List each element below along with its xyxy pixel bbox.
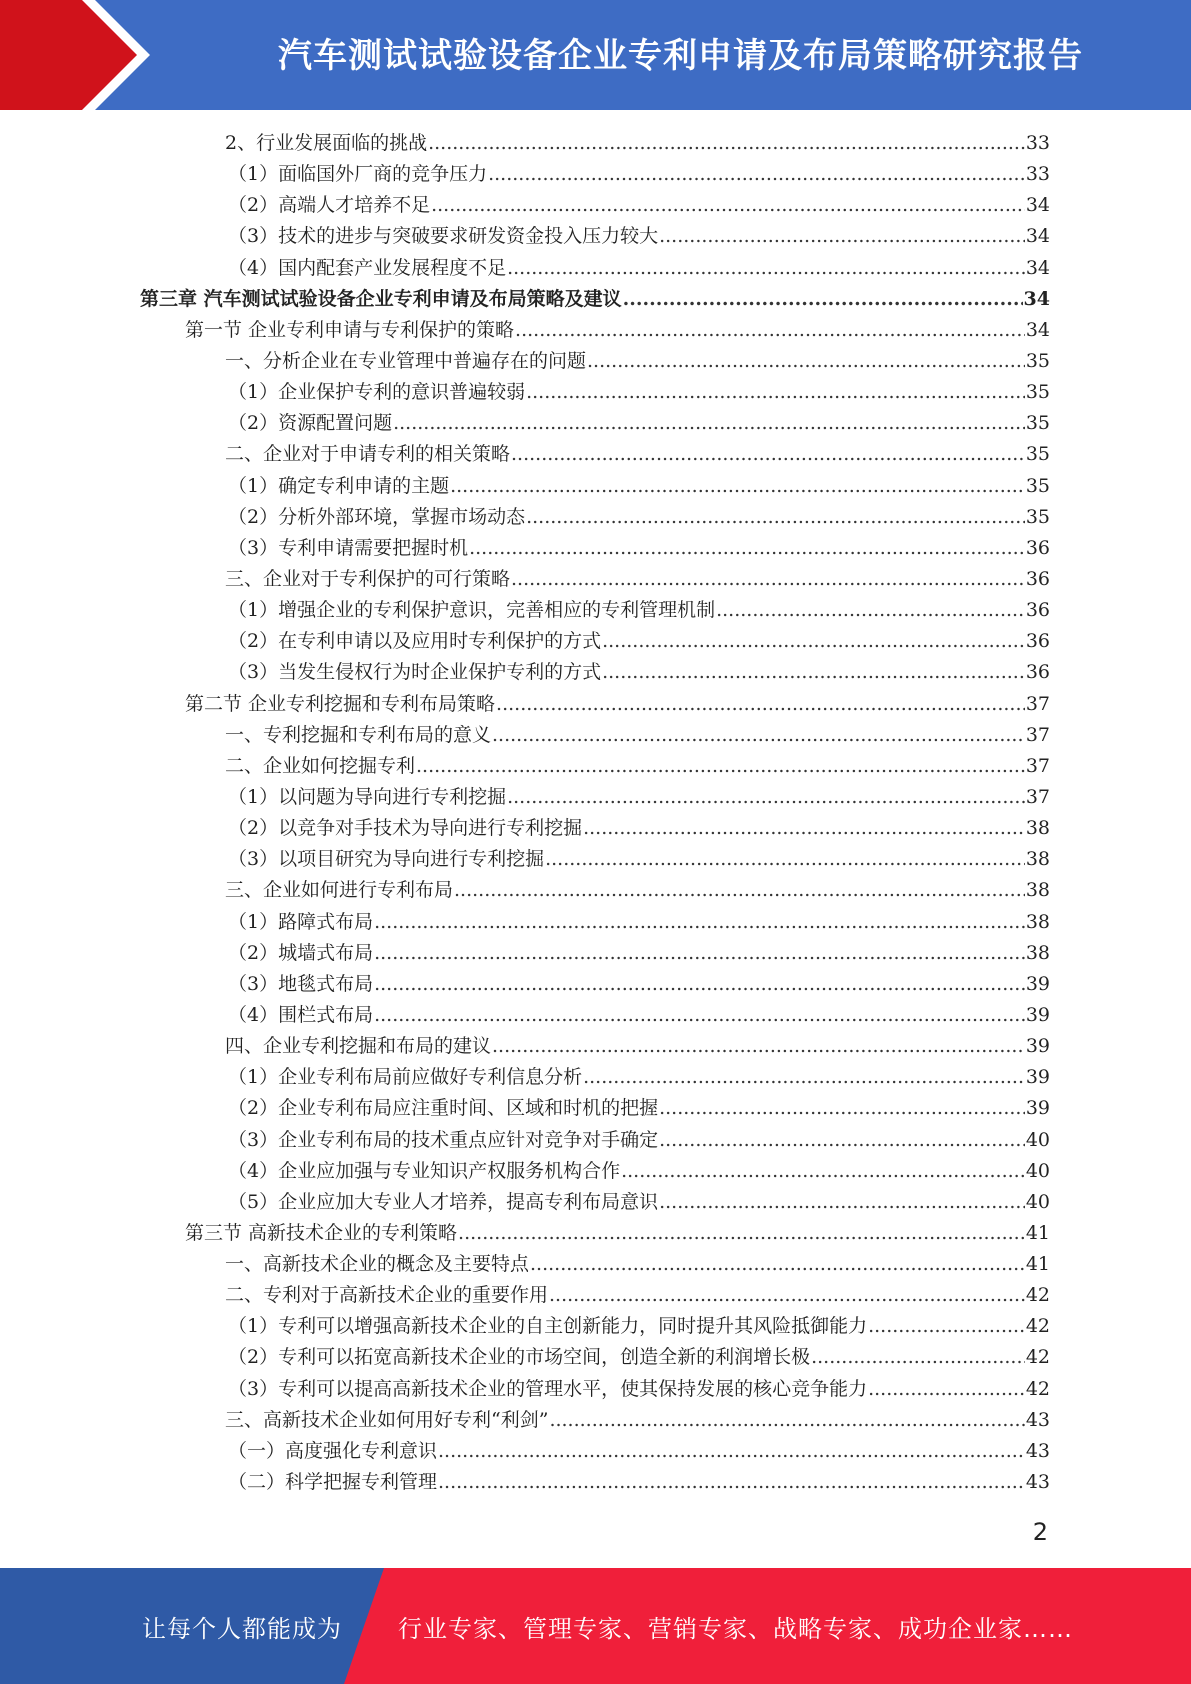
toc-dot-leader <box>374 907 1025 938</box>
toc-entry-title: （2）分析外部环境，掌握市场动态 <box>228 505 526 528</box>
toc-dot-leader <box>659 1187 1025 1218</box>
toc-dot-leader <box>374 969 1025 1000</box>
toc-entry-title: 二、专利对于高新技术企业的重要作用 <box>225 1284 549 1307</box>
toc-entry-page: 35 <box>1025 443 1050 466</box>
toc-entry[interactable] <box>140 533 1050 564</box>
toc-dot-leader <box>374 938 1025 969</box>
toc-entry-title: （3）地毯式布局 <box>228 972 374 995</box>
toc-dot-leader <box>526 502 1025 533</box>
toc-entry-title: 四、企业专利挖掘和布局的建议 <box>225 1035 492 1058</box>
toc-entry-page: 36 <box>1025 599 1050 622</box>
toc-entry-title: （2）资源配置问题 <box>228 412 393 435</box>
toc-entry-title: 三、企业对于专利保护的可行策略 <box>225 567 511 590</box>
toc-entry[interactable] <box>140 1467 1050 1498</box>
toc-entry-page: 42 <box>1025 1346 1050 1369</box>
toc-dot-leader <box>507 253 1025 284</box>
toc-dot-leader <box>659 1125 1025 1156</box>
toc-entry[interactable] <box>140 657 1050 688</box>
toc-entry-page: 38 <box>1025 848 1050 871</box>
toc-entry[interactable] <box>140 1062 1050 1093</box>
toc-entry-page: 42 <box>1025 1284 1050 1307</box>
toc-entry-page: 41 <box>1025 1221 1050 1244</box>
toc-dot-leader <box>526 377 1025 408</box>
toc-dot-leader <box>469 533 1025 564</box>
toc-entry[interactable] <box>140 844 1050 875</box>
toc-entry-page: 40 <box>1025 1190 1050 1213</box>
toc-entry-title: （2）高端人才培养不足 <box>228 194 431 217</box>
toc-entry[interactable] <box>140 689 1050 720</box>
toc-entry[interactable] <box>140 315 1050 346</box>
toc-entry-title: （1）企业专利布局前应做好专利信息分析 <box>228 1066 583 1089</box>
toc-entry-page: 43 <box>1025 1471 1050 1494</box>
toc-entry-title: （3）专利可以提高高新技术企业的管理水平，使其保持发展的核心竞争能力 <box>228 1377 868 1400</box>
toc-entry-title: 一、专利挖掘和专利布局的意义 <box>225 723 492 746</box>
toc-entry-page: 40 <box>1025 1159 1050 1182</box>
toc-dot-leader <box>659 1093 1025 1124</box>
toc-entry-page: 37 <box>1025 723 1050 746</box>
toc-entry-page: 34 <box>1025 318 1050 341</box>
toc-dot-leader <box>496 689 1025 720</box>
toc-entry-page: 39 <box>1025 1003 1050 1026</box>
toc-entry[interactable] <box>140 1031 1050 1062</box>
toc-entry-title: 一、分析企业在专业管理中普遍存在的问题 <box>225 349 587 372</box>
toc-entry[interactable] <box>140 1436 1050 1467</box>
toc-entry-page: 39 <box>1025 1035 1050 1058</box>
footer-slogan-left: 让每个人都能成为 <box>142 1614 342 1643</box>
toc-entry-page: 34 <box>1023 287 1050 310</box>
toc-entry[interactable] <box>140 907 1050 938</box>
toc-entry[interactable] <box>140 782 1050 813</box>
toc-dot-leader <box>868 1374 1025 1405</box>
toc-entry-page: 36 <box>1025 661 1050 684</box>
toc-entry-title: 三、高新技术企业如何用好专利“利剑” <box>225 1408 549 1431</box>
toc-dot-leader <box>438 1436 1025 1467</box>
toc-dot-leader <box>583 813 1025 844</box>
toc-entry-title: （2）企业专利布局应注重时间、区域和时机的把握 <box>228 1097 659 1120</box>
toc-entry[interactable] <box>140 1187 1050 1218</box>
toc-entry[interactable] <box>140 1218 1050 1249</box>
toc-entry-title: （3）专利申请需要把握时机 <box>228 536 469 559</box>
toc-entry-title: （1）面临国外厂商的竞争压力 <box>228 163 488 186</box>
toc-dot-leader <box>454 875 1025 906</box>
toc-entry-title: （4）企业应加强与专业知识产权服务机构合作 <box>228 1159 621 1182</box>
toc-dot-leader <box>621 1156 1025 1187</box>
toc-entry-page: 35 <box>1025 412 1050 435</box>
toc-entry[interactable] <box>140 564 1050 595</box>
toc-dot-leader <box>549 1280 1025 1311</box>
toc-entry[interactable] <box>140 969 1050 1000</box>
toc-entry[interactable] <box>140 938 1050 969</box>
toc-entry[interactable] <box>140 813 1050 844</box>
toc-entry-title: （1）以问题为导向进行专利挖掘 <box>228 785 507 808</box>
toc-entry-title: （2）在专利申请以及应用时专利保护的方式 <box>228 630 602 653</box>
page-footer <box>0 1568 1191 1684</box>
toc-entry-title: 二、企业对于申请专利的相关策略 <box>225 443 511 466</box>
toc-entry[interactable] <box>140 1280 1050 1311</box>
toc-dot-leader <box>602 657 1025 688</box>
toc-entry-page: 37 <box>1025 754 1050 777</box>
toc-dot-leader <box>868 1311 1025 1342</box>
toc-dot-leader <box>659 221 1025 252</box>
toc-entry[interactable] <box>140 875 1050 906</box>
toc-entry-title: 一、高新技术企业的概念及主要特点 <box>225 1253 530 1276</box>
toc-entry[interactable] <box>140 377 1050 408</box>
toc-entry-page: 37 <box>1025 692 1050 715</box>
toc-entry-page: 38 <box>1025 941 1050 964</box>
toc-entry-page: 39 <box>1025 1066 1050 1089</box>
toc-entry-title: （3）以项目研究为导向进行专利挖掘 <box>228 848 545 871</box>
toc-entry-title: （5）企业应加大专业人才培养，提高专利布局意识 <box>228 1190 659 1213</box>
toc-dot-leader <box>530 1249 1025 1280</box>
toc-dot-leader <box>492 720 1025 751</box>
toc-entry-page: 34 <box>1025 194 1050 217</box>
toc-entry-title: （1）增强企业的专利保护意识，完善相应的专利管理机制 <box>228 599 716 622</box>
toc-entry-page: 34 <box>1025 256 1050 279</box>
toc-entry-title: （1）路障式布局 <box>228 910 374 933</box>
toc-entry-page: 36 <box>1025 567 1050 590</box>
toc-entry[interactable] <box>140 253 1050 284</box>
toc-entry[interactable] <box>140 1000 1050 1031</box>
toc-entry[interactable] <box>140 720 1050 751</box>
toc-entry[interactable] <box>140 439 1050 470</box>
toc-dot-leader <box>438 1467 1025 1498</box>
toc-entry-page: 36 <box>1025 630 1050 653</box>
toc-entry-page: 41 <box>1025 1253 1050 1276</box>
toc-entry-page: 37 <box>1025 785 1050 808</box>
toc-entry-page: 35 <box>1025 349 1050 372</box>
toc-entry-title: （3）技术的进步与突破要求研发资金投入压力较大 <box>228 225 659 248</box>
toc-dot-leader <box>549 1405 1024 1436</box>
toc-entry-title: 三、企业如何进行专利布局 <box>225 879 454 902</box>
toc-dot-leader <box>623 284 1023 315</box>
toc-entry-page: 35 <box>1025 505 1050 528</box>
toc-entry-page: 38 <box>1025 879 1050 902</box>
toc-dot-leader <box>716 595 1025 626</box>
toc-entry[interactable] <box>140 346 1050 377</box>
table-of-contents <box>140 128 1050 1498</box>
toc-dot-leader <box>416 751 1025 782</box>
toc-entry-page: 34 <box>1025 225 1050 248</box>
toc-entry-page: 39 <box>1025 1097 1050 1120</box>
toc-entry[interactable] <box>140 284 1050 315</box>
toc-entry-title: （4）国内配套产业发展程度不足 <box>228 256 507 279</box>
toc-entry[interactable] <box>140 1342 1050 1373</box>
toc-entry-title: （2）以竞争对手技术为导向进行专利挖掘 <box>228 817 583 840</box>
toc-entry-title: 第二节 企业专利挖掘和专利布局策略 <box>185 692 496 715</box>
toc-entry-title: （1）确定专利申请的主题 <box>228 474 450 497</box>
toc-entry-page: 39 <box>1025 972 1050 995</box>
toc-entry-page: 36 <box>1025 536 1050 559</box>
toc-entry-title: 第一节 企业专利申请与专利保护的策略 <box>185 318 515 341</box>
toc-entry-title: 2、行业发展面临的挑战 <box>225 132 428 154</box>
toc-entry-page: 42 <box>1025 1315 1050 1338</box>
toc-entry-page: 35 <box>1025 474 1050 497</box>
toc-entry-title: （2）专利可以拓宽高新技术企业的市场空间，创造全新的利润增长极 <box>228 1346 811 1369</box>
toc-entry-title: （4）围栏式布局 <box>228 1003 374 1026</box>
toc-entry-page: 40 <box>1025 1128 1050 1151</box>
toc-dot-leader <box>511 439 1025 470</box>
toc-dot-leader <box>515 315 1025 346</box>
toc-entry-title: 二、企业如何挖掘专利 <box>225 754 416 777</box>
toc-entry-page: 38 <box>1025 817 1050 840</box>
toc-dot-leader <box>545 844 1025 875</box>
toc-entry-title: （1）专利可以增强高新技术企业的自主创新能力，同时提升其风险抵御能力 <box>228 1315 868 1338</box>
toc-dot-leader <box>811 1342 1025 1373</box>
toc-entry-page: 35 <box>1025 381 1050 404</box>
toc-entry-title: （一）高度强化专利意识 <box>228 1439 438 1462</box>
toc-dot-leader <box>587 346 1025 377</box>
toc-entry-title: （3）企业专利布局的技术重点应针对竞争对手确定 <box>228 1128 659 1151</box>
toc-dot-leader <box>583 1062 1025 1093</box>
toc-dot-leader <box>488 159 1025 190</box>
toc-entry[interactable] <box>140 1156 1050 1187</box>
toc-dot-leader <box>393 408 1025 439</box>
toc-entry-page: 33 <box>1025 163 1050 186</box>
footer-slogan-right: 行业专家、管理专家、营销专家、战略专家、成功企业家…… <box>398 1614 1073 1643</box>
toc-entry-title: （3）当发生侵权行为时企业保护专利的方式 <box>228 661 602 684</box>
toc-entry[interactable] <box>140 1249 1050 1280</box>
toc-entry-title: （二）科学把握专利管理 <box>228 1471 438 1494</box>
toc-entry-page: 38 <box>1025 910 1050 933</box>
toc-entry[interactable] <box>140 1125 1050 1156</box>
document-title: 汽车测试试验设备企业专利申请及布局策略研究报告 <box>278 35 1083 76</box>
page-header <box>0 0 1191 110</box>
toc-entry[interactable] <box>140 190 1050 221</box>
page-number: 2 <box>1032 1518 1048 1546</box>
toc-entry[interactable] <box>140 1374 1050 1405</box>
toc-entry-title: （1）企业保护专利的意识普遍较弱 <box>228 381 526 404</box>
toc-entry[interactable] <box>140 221 1050 252</box>
toc-dot-leader <box>602 626 1025 657</box>
toc-entry[interactable] <box>140 502 1050 533</box>
toc-dot-leader <box>450 471 1025 502</box>
toc-entry[interactable] <box>140 408 1050 439</box>
toc-dot-leader <box>428 128 1025 159</box>
toc-dot-leader <box>492 1031 1025 1062</box>
toc-entry[interactable] <box>140 128 1050 159</box>
toc-entry[interactable] <box>140 626 1050 657</box>
toc-entry[interactable] <box>140 1093 1050 1124</box>
toc-entry-page: 42 <box>1025 1377 1050 1400</box>
toc-entry[interactable] <box>140 1311 1050 1342</box>
toc-entry-title: 第三章 汽车测试试验设备企业专利申请及布局策略及建议 <box>140 287 622 310</box>
toc-dot-leader <box>511 564 1025 595</box>
toc-entry-title: （2）城墙式布局 <box>228 941 374 964</box>
toc-dot-leader <box>431 190 1025 221</box>
toc-entry[interactable] <box>140 159 1050 190</box>
toc-dot-leader <box>507 782 1025 813</box>
toc-entry[interactable] <box>140 751 1050 782</box>
toc-dot-leader <box>374 1000 1025 1031</box>
toc-entry-page: 33 <box>1025 132 1050 154</box>
toc-entry[interactable] <box>140 471 1050 502</box>
toc-entry[interactable] <box>140 595 1050 626</box>
toc-entry-page: 43 <box>1025 1408 1050 1431</box>
toc-entry[interactable] <box>140 1405 1050 1436</box>
toc-entry-title: 第三节 高新技术企业的专利策略 <box>185 1221 458 1244</box>
toc-dot-leader <box>458 1218 1025 1249</box>
toc-entry-page: 43 <box>1025 1439 1050 1462</box>
